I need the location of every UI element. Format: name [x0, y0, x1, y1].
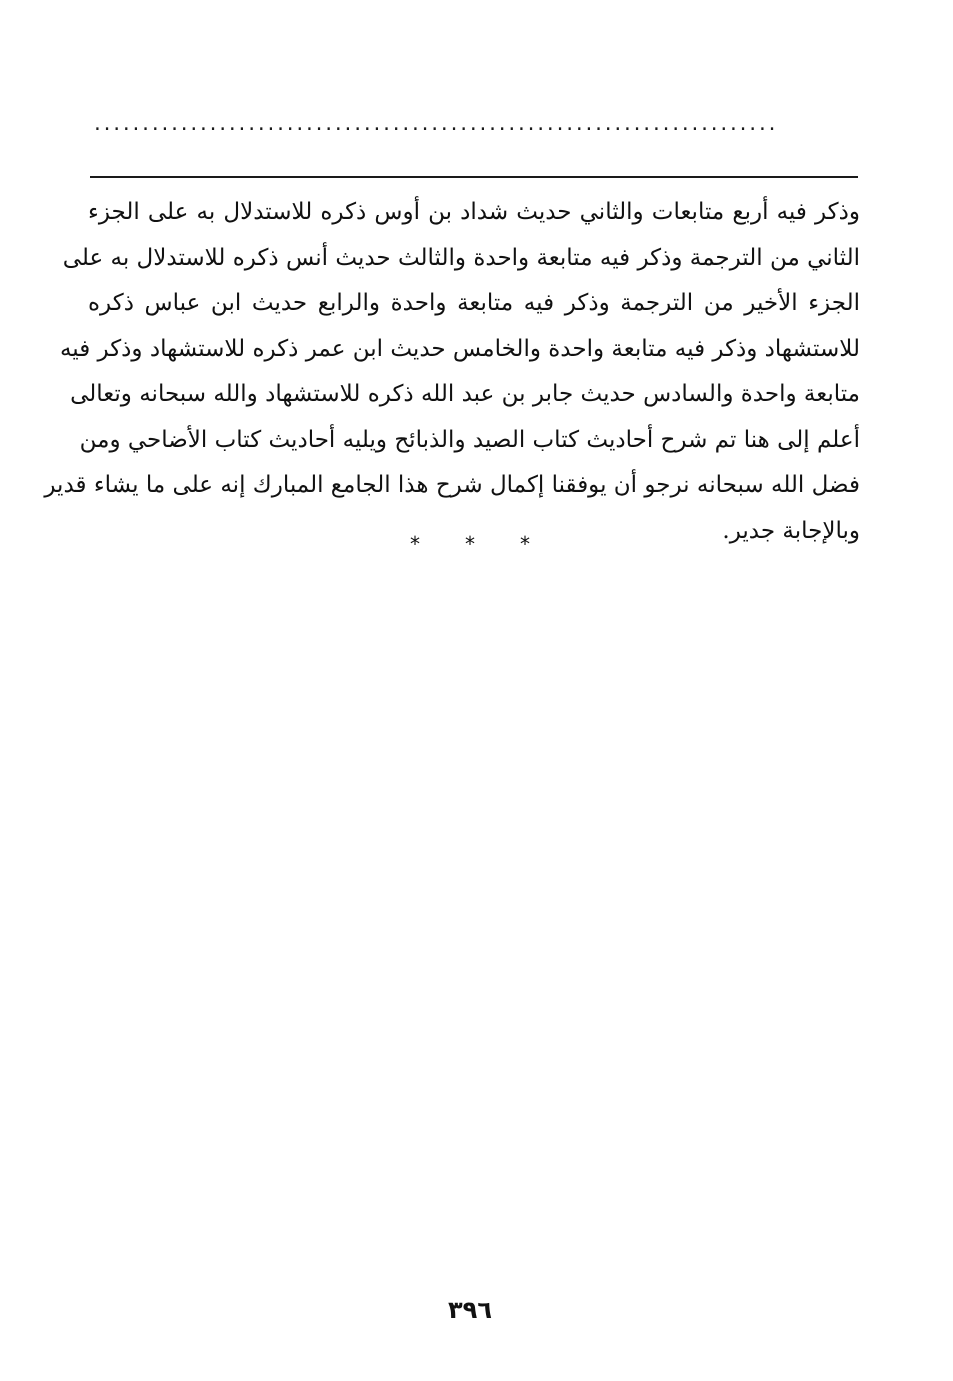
text-line-7: فضل الله سبحانه نرجو أن يوفقنا إكمال شرح هذا الجامع المبارك إنه على ما يشاء قدير: [44, 472, 860, 498]
dotted-separator: .......................................................................: [92, 114, 777, 135]
horizontal-rule: [90, 176, 858, 178]
asterisk-icon: *: [465, 532, 475, 556]
page-number: ٣٩٦: [448, 1296, 492, 1324]
text-line-3: الجزء الأخير من الترجمة وذكر فيه متابعة واحدة والرابع حديث ابن عباس ذكره: [88, 290, 860, 316]
text-line-6: أعلم إلى هنا تم شرح أحاديث كتاب الصيد والذبائح ويليه أحاديث كتاب الأضاحي ومن: [79, 426, 860, 453]
text-line-8: وبالإجابة جدير.: [722, 517, 860, 544]
body-text: [44, 190, 860, 554]
text-line-1: وذكر فيه أربع متابعات والثاني حديث شداد بن أوس ذكره للاستدلال به على الجزء: [88, 199, 860, 225]
text-line-5: متابعة واحدة والسادس حديث جابر بن عبد الله ذكره للاستشهاد والله سبحانه وتعالى: [70, 381, 860, 407]
text-line-2: الثاني من الترجمة وذكر فيه متابعة واحدة والثالث حديث أنس ذكره للاستدلال به على: [62, 244, 860, 271]
asterisk-icon: *: [520, 532, 530, 556]
asterisk-icon: *: [410, 532, 420, 556]
text-line-4: للاستشهاد وذكر فيه متابعة واحدة والخامس حديث ابن عمر ذكره للاستشهاد وذكر فيه: [59, 335, 860, 362]
section-end-ornament: [400, 528, 540, 560]
